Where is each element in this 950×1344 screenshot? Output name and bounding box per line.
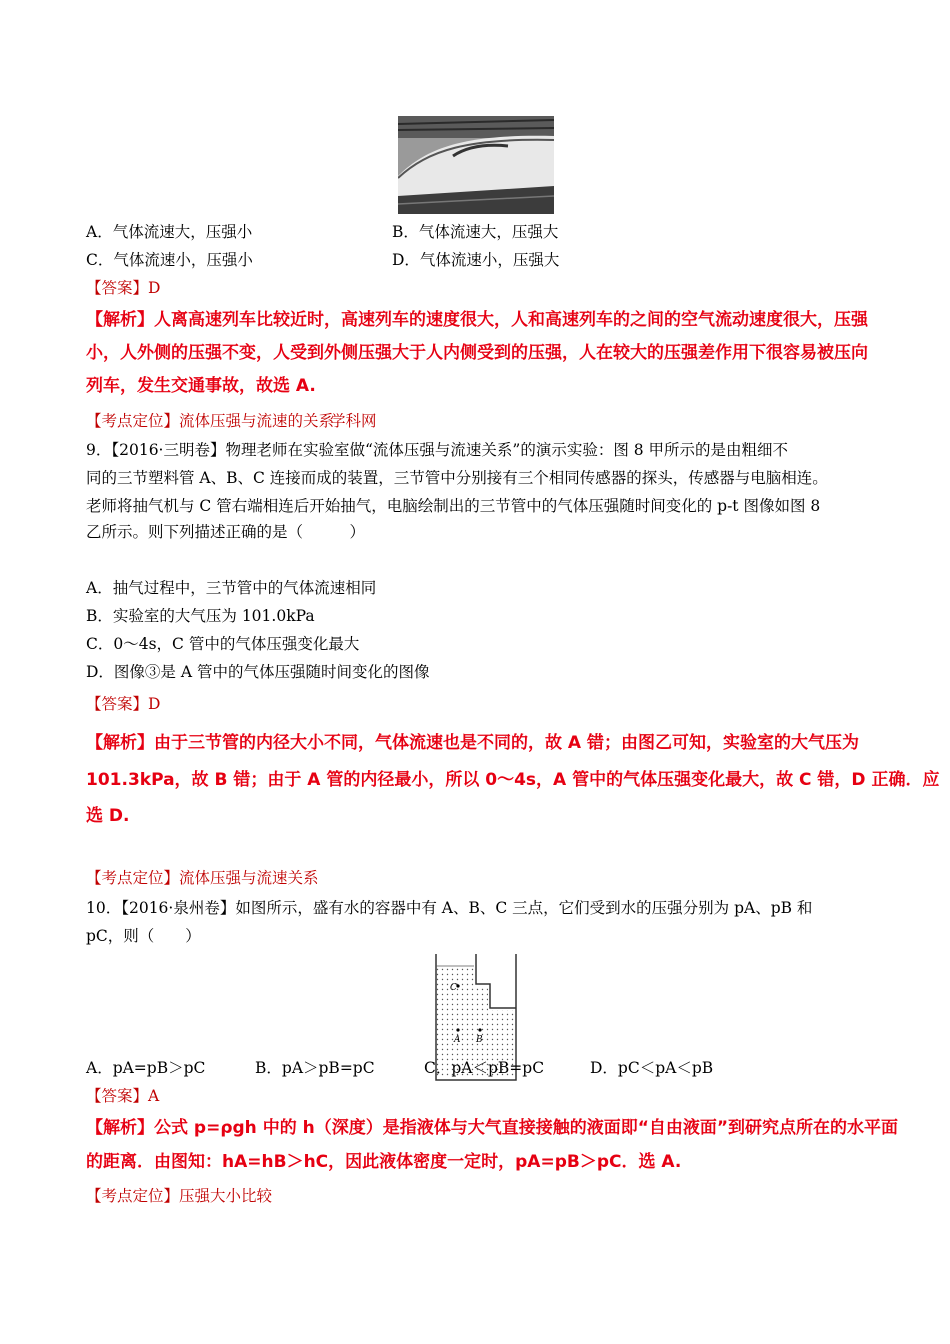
q10-stem-line-1: 10．【2016·泉州卷】如图所示，盛有水的容器中有 A、B、C 三点，它们受到水的压强分别为 pA、pB 和 — [86, 899, 813, 917]
q9-option-a: A．抽气过程中，三节管中的气体流速相同 — [86, 579, 377, 597]
q8-analysis-line-3: 列车，发生交通事故，故选 A. — [86, 376, 316, 396]
q9-option-b: B．实验室的大气压为 101.0kPa — [86, 607, 315, 625]
q10-option-b: B．pA＞pB=pC — [255, 1059, 375, 1077]
q10-analysis-line-2: 的距离．由图知：hA=hB＞hC，因此液体密度一定时，pA=pB＞pC．选 A. — [86, 1152, 682, 1172]
q9-option-c: C．0～4s，C 管中的气体压强变化最大 — [86, 635, 360, 653]
q9-stem-line-2: 同的三节塑料管 A、B、C 连接而成的装置，三节管中分别接有三个相同传感器的探头，传感器与电脑相连。 — [86, 469, 828, 487]
q10-option-d: D．pC＜pA＜pB — [590, 1059, 714, 1077]
q10-option-a: A．pA=pB＞pC — [86, 1059, 206, 1077]
q10-answer: 【答案】A — [86, 1087, 160, 1105]
q8-site-label: 学科网 — [330, 412, 377, 430]
q9-analysis-line-1: 【解析】由于三节管的内径大小不同，气体流速也是不同的，故 A 错；由图乙可知，实验室的大气压为 — [86, 733, 859, 753]
q8-option-b: B．气体流速大，压强大 — [392, 223, 559, 241]
train-photo — [398, 116, 554, 214]
point-a-label: A — [454, 1035, 461, 1045]
q8-answer: 【答案】D — [86, 279, 161, 297]
q9-analysis-line-2: 101.3kPa，故 B 错；由于 A 管的内径最小，所以 0～4s，A 管中的气体压强变化最大，故 C 错，D 正确．应 — [86, 770, 940, 790]
q10-stem-line-2: pC，则（ ） — [86, 927, 201, 945]
q8-option-a: A．气体流速大，压强小 — [86, 223, 253, 241]
q9-stem-line-4: 乙所示。则下列描述正确的是（ ） — [86, 523, 366, 541]
point-b-label: B — [476, 1035, 483, 1045]
q8-option-d: D．气体流速小，压强大 — [392, 251, 560, 269]
q10-option-c: C．pA＜pB=pC — [424, 1059, 545, 1077]
q8-analysis-line-2: 小，人外侧的压强不变，人受到外侧压强大于人内侧受到的压强，人在较大的压强差作用下很容易被压向 — [86, 343, 868, 363]
q9-analysis-line-3: 选 D. — [86, 806, 130, 826]
q9-stem-line-1: 9．【2016·三明卷】物理老师在实验室做“流体压强与流速关系”的演示实验：图 8 甲所示的是由粗细不 — [86, 441, 789, 459]
q9-answer: 【答案】D — [86, 695, 161, 713]
q9-stem-line-3: 老师将抽气机与 C 管右端相连后开始抽气，电脑绘制出的三节管中的气体压强随时间变化的 p-t 图像如图 8 — [86, 497, 821, 515]
q10-analysis-line-1: 【解析】公式 p=ρgh 中的 h（深度）是指液体与大气直接接触的液面即“自由液面”到研究点所在的水平面 — [86, 1118, 899, 1138]
q8-analysis-line-1: 【解析】人离高速列车比较近时，高速列车的速度很大，人和高速列车的之间的空气流动速度很大，压强 — [86, 310, 868, 330]
point-c-label: C — [450, 983, 457, 993]
q9-kaodian: 【考点定位】流体压强与流速关系 — [86, 869, 319, 887]
q10-kaodian: 【考点定位】压强大小比较 — [86, 1187, 273, 1205]
q9-option-d: D．图像③是 A 管中的气体压强随时间变化的图像 — [86, 663, 430, 681]
q8-kaodian: 【考点定位】流体压强与流速的关系 — [86, 412, 335, 430]
q8-option-c: C．气体流速小，压强小 — [86, 251, 253, 269]
